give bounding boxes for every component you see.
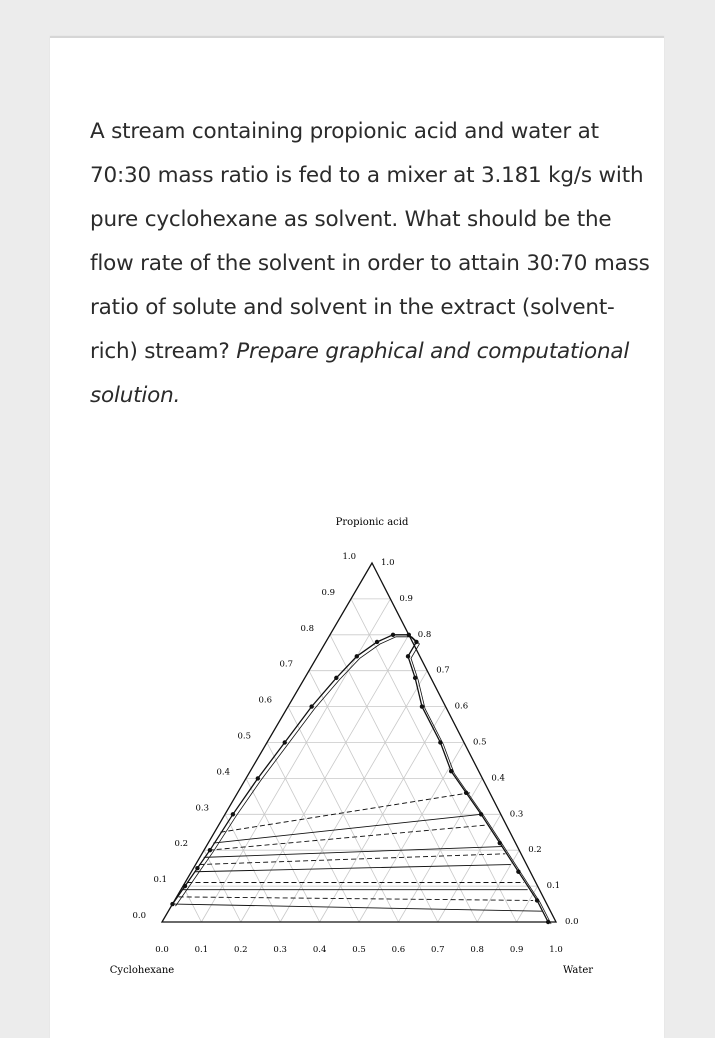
ternary-diagram [100,505,620,985]
curve-point [420,704,424,708]
grid-line [517,886,538,922]
left-tick-label: 0.3 [195,803,209,814]
left-tick-label: 0.9 [321,587,335,598]
left-tick-label: 1.0 [342,552,356,562]
curve-point [309,704,313,708]
bottom-tick-label: 0.8 [470,945,484,955]
right-vertex-label: Water [562,965,594,976]
right-tick-label: 0.8 [417,629,432,640]
right-tick-label: 0.4 [491,773,505,784]
right-tick-label: 0.7 [436,665,450,676]
curve-point [375,640,379,644]
left-tick-label: 0.4 [216,767,230,778]
curve-point [413,676,417,680]
grid-line [280,671,427,922]
curve-point [355,654,359,658]
right-tick-label: 0.0 [565,917,579,927]
curve-point [231,812,235,816]
bottom-tick-label: 0.6 [391,945,406,955]
right-tick-label: 0.9 [399,593,413,604]
curve-point [256,776,260,780]
curve-point [414,640,418,644]
tie-lines [174,793,542,911]
tie-line [199,854,505,865]
left-tick-label: 0.0 [132,911,146,921]
right-tick-label: 0.2 [528,845,542,856]
right-tick-label: 0.1 [546,881,561,892]
right-tick-label: 1.0 [381,558,395,568]
curve-point [449,769,453,773]
question-text [90,110,650,418]
left-vertex-label: Cyclohexane [109,965,175,976]
bottom-tick-label: 0.3 [273,945,287,955]
curve-point [208,848,212,852]
left-tick-label: 0.1 [153,875,167,886]
curve-point [391,633,395,637]
tie-line [220,793,470,832]
ternary-diagram-svg [100,505,620,985]
bottom-tick-label: 0.5 [352,945,366,955]
bottom-tick-label: 0.1 [194,945,209,955]
curve-point [498,841,502,845]
curve-point [406,654,410,658]
left-tick-label: 0.6 [258,695,272,706]
apex-label: Propionic acid [335,517,409,528]
left-tick-label: 0.5 [237,731,251,742]
bottom-tick-label: 0.0 [155,945,169,955]
left-tick-label: 0.8 [300,623,314,634]
curve-point [195,866,199,870]
tie-line [179,897,533,901]
bottom-tick-label: 0.2 [234,945,248,955]
left-tick-label: 0.2 [174,839,188,850]
curve-point [464,791,468,795]
question-instruction: Prepare graphical and computational solution. [90,339,630,408]
curve-point [535,898,539,902]
curve-point [438,740,442,744]
curve-point [334,676,338,680]
tie-line [213,814,481,843]
right-tick-label: 0.5 [473,737,487,748]
curve-point [516,870,520,874]
tick-labels [132,552,578,955]
curve-point [479,812,483,816]
right-tick-label: 0.3 [509,809,524,820]
question-body: A stream containing propionic acid and water at 70:30 mass ratio is fed to a mixer at 3.181 kg/s with pure cyclohexane as solvent. What should be the flow rate of the solvent in order to attain 30:70 mass ratio of solute and solvent in the extract (solvent-rich) stream? [90,119,650,364]
grid-line [309,671,438,922]
curve-point [283,740,287,744]
bottom-tick-label: 0.4 [312,945,327,955]
bottom-tick-label: 0.7 [431,945,445,955]
grid-line [201,599,390,922]
left-tick-label: 0.7 [279,659,293,670]
right-tick-label: 0.6 [454,701,469,712]
ternary-grid [183,599,538,922]
bottom-tick-label: 1.0 [549,945,563,955]
bottom-tick-label: 0.9 [509,945,524,955]
